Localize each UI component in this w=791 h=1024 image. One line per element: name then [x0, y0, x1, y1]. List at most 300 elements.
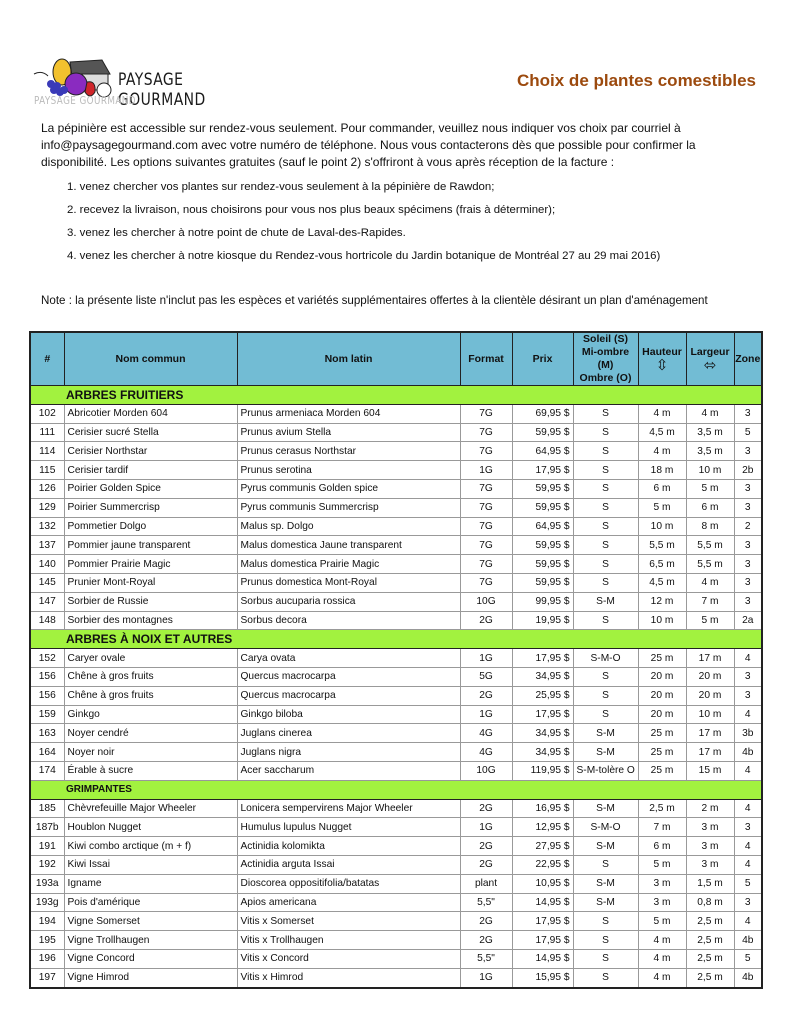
cell-latin-name: Prunus avium Stella: [237, 423, 460, 442]
cell-price: 22,95 $: [512, 855, 573, 874]
cell-number: 115: [30, 461, 64, 480]
cell-exposure: S: [573, 442, 638, 461]
cell-height: 10 m: [638, 611, 686, 630]
cell-format: plant: [460, 874, 512, 893]
cell-number: 111: [30, 423, 64, 442]
cell-exposure: S: [573, 667, 638, 686]
cell-zone: 3: [734, 592, 762, 611]
table-row: [30, 442, 762, 461]
cell-format: 5,5": [460, 949, 512, 968]
cell-price: 59,95 $: [512, 479, 573, 498]
cell-latin-name: Humulus lupulus Nugget: [237, 818, 460, 837]
cell-width: 8 m: [686, 517, 734, 536]
cell-number: 145: [30, 573, 64, 592]
cell-common-name: Igname: [64, 874, 237, 893]
cell-zone: 2b: [734, 461, 762, 480]
table-row: [30, 555, 762, 574]
cell-zone: 3: [734, 555, 762, 574]
col-header-zone: Zone: [734, 332, 762, 386]
cell-width: 2,5 m: [686, 949, 734, 968]
cell-number: 114: [30, 442, 64, 461]
cell-number: 164: [30, 743, 64, 762]
cell-exposure: S-M-tolère O: [573, 761, 638, 780]
cell-common-name: Caryer ovale: [64, 649, 237, 668]
cell-price: 59,95 $: [512, 555, 573, 574]
cell-exposure: S-M: [573, 799, 638, 818]
table-row: [30, 799, 762, 818]
width-label: Largeur: [690, 346, 730, 358]
col-header-height: [638, 332, 686, 386]
cell-height: 5,5 m: [638, 536, 686, 555]
cell-format: 4G: [460, 743, 512, 762]
cell-width: 17 m: [686, 724, 734, 743]
cell-height: 6,5 m: [638, 555, 686, 574]
cell-format: 2G: [460, 799, 512, 818]
note-text: Note : la présente liste n'inclut pas les espèces et variétés supplémentaires offertes à la clientèle désirant un plan d'aménagement: [41, 294, 708, 307]
cell-format: 2G: [460, 912, 512, 931]
table-row: [30, 761, 762, 780]
cell-common-name: Vigne Trollhaugen: [64, 931, 237, 950]
cell-zone: 3: [734, 479, 762, 498]
col-header-format: Format: [460, 332, 512, 386]
cell-common-name: Vigne Himrod: [64, 968, 237, 987]
cell-height: 3 m: [638, 893, 686, 912]
cell-zone: 4: [734, 705, 762, 724]
table-row: [30, 611, 762, 630]
cell-latin-name: Carya ovata: [237, 649, 460, 668]
cell-zone: 3: [734, 536, 762, 555]
cell-height: 25 m: [638, 649, 686, 668]
option-item: 4. venez les chercher à notre kiosque du Rendez-vous hortricole du Jardin botanique de Montréal 27 au 29 mai 2016): [67, 250, 661, 262]
logo: [32, 52, 262, 114]
cell-latin-name: Actinidia arguta Issai: [237, 855, 460, 874]
cell-latin-name: Pyrus communis Golden spice: [237, 479, 460, 498]
cell-width: 7 m: [686, 592, 734, 611]
cell-width: 2,5 m: [686, 912, 734, 931]
cell-common-name: Abricotier Morden 604: [64, 404, 237, 423]
cell-exposure: S-M: [573, 743, 638, 762]
cell-width: 4 m: [686, 573, 734, 592]
cell-height: 20 m: [638, 667, 686, 686]
cell-format: 1G: [460, 818, 512, 837]
cell-format: 1G: [460, 968, 512, 987]
logo-subtext: PAYSAGE GOURMAND: [34, 94, 136, 107]
cell-latin-name: Prunus serotina: [237, 461, 460, 480]
cell-price: 119,95 $: [512, 761, 573, 780]
cell-number: 156: [30, 667, 64, 686]
cell-format: 7G: [460, 498, 512, 517]
table-row: [30, 404, 762, 423]
cell-latin-name: Ginkgo biloba: [237, 705, 460, 724]
cell-exposure: S: [573, 573, 638, 592]
table-header-row: [30, 332, 762, 386]
cell-height: 4 m: [638, 442, 686, 461]
cell-width: 20 m: [686, 667, 734, 686]
cell-format: 7G: [460, 404, 512, 423]
cell-format: 10G: [460, 592, 512, 611]
cell-exposure: S: [573, 536, 638, 555]
cell-exposure: S-M: [573, 874, 638, 893]
cell-width: 17 m: [686, 743, 734, 762]
cell-format: 2G: [460, 855, 512, 874]
cell-height: 5 m: [638, 912, 686, 931]
cell-format: 2G: [460, 931, 512, 950]
cell-common-name: Cerisier Northstar: [64, 442, 237, 461]
cell-latin-name: Juglans nigra: [237, 743, 460, 762]
cell-price: 14,95 $: [512, 949, 573, 968]
cell-price: 17,95 $: [512, 931, 573, 950]
cell-common-name: Sorbier des montagnes: [64, 611, 237, 630]
table-row: [30, 498, 762, 517]
cell-format: 7G: [460, 555, 512, 574]
height-label: Hauteur: [642, 346, 682, 358]
cell-exposure: S: [573, 517, 638, 536]
cell-format: 10G: [460, 761, 512, 780]
cell-width: 20 m: [686, 686, 734, 705]
cell-height: 25 m: [638, 743, 686, 762]
cell-number: 194: [30, 912, 64, 931]
cell-format: 1G: [460, 649, 512, 668]
cell-format: 7G: [460, 517, 512, 536]
cell-width: 10 m: [686, 705, 734, 724]
cell-height: 4 m: [638, 931, 686, 950]
section-header-row: [30, 630, 762, 649]
cell-number: 174: [30, 761, 64, 780]
exposure-partial-label: Mi-ombre (M): [581, 346, 630, 371]
option-item: 1. venez chercher vos plantes sur rendez-vous seulement à la pépinière de Rawdon;: [67, 181, 495, 193]
cell-latin-name: Lonicera sempervirens Major Wheeler: [237, 799, 460, 818]
cell-common-name: Noyer cendré: [64, 724, 237, 743]
cell-latin-name: Acer saccharum: [237, 761, 460, 780]
cell-price: 59,95 $: [512, 573, 573, 592]
cell-height: 20 m: [638, 705, 686, 724]
cell-price: 15,95 $: [512, 968, 573, 987]
table-row: [30, 705, 762, 724]
cell-height: 12 m: [638, 592, 686, 611]
table-row: [30, 517, 762, 536]
cell-height: 10 m: [638, 517, 686, 536]
cell-width: 6 m: [686, 498, 734, 517]
cell-number: 197: [30, 968, 64, 987]
cell-format: 2G: [460, 837, 512, 856]
cell-number: 156: [30, 686, 64, 705]
cell-latin-name: Juglans cinerea: [237, 724, 460, 743]
cell-common-name: Poirier Golden Spice: [64, 479, 237, 498]
table-row: [30, 573, 762, 592]
cell-width: 17 m: [686, 649, 734, 668]
cell-latin-name: Malus domestica Jaune transparent: [237, 536, 460, 555]
cell-number: 191: [30, 837, 64, 856]
cell-width: 2,5 m: [686, 931, 734, 950]
cell-format: 5,5": [460, 893, 512, 912]
cell-height: 25 m: [638, 761, 686, 780]
cell-width: 3,5 m: [686, 442, 734, 461]
cell-format: 7G: [460, 536, 512, 555]
cell-common-name: Houblon Nugget: [64, 818, 237, 837]
cell-zone: 5: [734, 949, 762, 968]
section-title: GRIMPANTES: [30, 780, 762, 799]
table-row: [30, 667, 762, 686]
logo-text: PAYSAGE GOURMAND: [118, 70, 206, 110]
cell-price: 12,95 $: [512, 818, 573, 837]
cell-latin-name: Prunus domestica Mont-Royal: [237, 573, 460, 592]
cell-latin-name: Quercus macrocarpa: [237, 667, 460, 686]
cell-price: 27,95 $: [512, 837, 573, 856]
col-header-price: Prix: [512, 332, 573, 386]
table-row: [30, 686, 762, 705]
cell-width: 3 m: [686, 837, 734, 856]
cell-exposure: S: [573, 912, 638, 931]
cell-price: 69,95 $: [512, 404, 573, 423]
cell-latin-name: Vitis x Himrod: [237, 968, 460, 987]
cell-common-name: Cerisier sucré Stella: [64, 423, 237, 442]
cell-latin-name: Apios americana: [237, 893, 460, 912]
cell-number: 195: [30, 931, 64, 950]
cell-format: 1G: [460, 461, 512, 480]
table-row: [30, 893, 762, 912]
cell-width: 3 m: [686, 855, 734, 874]
cell-width: 15 m: [686, 761, 734, 780]
cell-height: 4 m: [638, 949, 686, 968]
section-header-row: [30, 386, 762, 405]
cell-exposure: S-M-O: [573, 818, 638, 837]
cell-format: 2G: [460, 686, 512, 705]
cell-width: 10 m: [686, 461, 734, 480]
cell-height: 5 m: [638, 855, 686, 874]
cell-exposure: S-M: [573, 592, 638, 611]
cell-price: 16,95 $: [512, 799, 573, 818]
cell-number: 140: [30, 555, 64, 574]
cell-common-name: Pois d'amérique: [64, 893, 237, 912]
cell-price: 59,95 $: [512, 423, 573, 442]
intro-paragraph: La pépinière est accessible sur rendez-vous seulement. Pour commander, veuillez nous indiquer vos choix par courriel à info@paysagegourmand.com avec votre numéro de téléphone. Nous vous contacterons dès que possible pour confirmer la disponibilité. Les options suivantes gratuites (sauf le point 2) s'offriront à vous après réception de la facture :: [41, 121, 696, 169]
cell-common-name: Kiwi Issai: [64, 855, 237, 874]
cell-width: 0,8 m: [686, 893, 734, 912]
cell-latin-name: Prunus armeniaca Morden 604: [237, 404, 460, 423]
table-row: [30, 649, 762, 668]
cell-common-name: Érable à sucre: [64, 761, 237, 780]
cell-format: 5G: [460, 667, 512, 686]
cell-exposure: S: [573, 705, 638, 724]
cell-height: 4,5 m: [638, 573, 686, 592]
cell-price: 64,95 $: [512, 517, 573, 536]
cell-number: 137: [30, 536, 64, 555]
cell-height: 4,5 m: [638, 423, 686, 442]
cell-zone: 4: [734, 649, 762, 668]
cell-exposure: S: [573, 931, 638, 950]
table-row: [30, 931, 762, 950]
cell-common-name: Vigne Concord: [64, 949, 237, 968]
cell-price: 34,95 $: [512, 724, 573, 743]
cell-common-name: Poirier Summercrisp: [64, 498, 237, 517]
cell-exposure: S: [573, 555, 638, 574]
table-row: [30, 949, 762, 968]
section-title: ARBRES À NOIX ET AUTRES: [30, 630, 762, 649]
cell-latin-name: Prunus cerasus Northstar: [237, 442, 460, 461]
cell-exposure: S-M: [573, 893, 638, 912]
cell-common-name: Sorbier de Russie: [64, 592, 237, 611]
cell-format: 4G: [460, 724, 512, 743]
col-header-exposure: [573, 332, 638, 386]
cell-exposure: S-M: [573, 724, 638, 743]
cell-exposure: S: [573, 949, 638, 968]
cell-latin-name: Quercus macrocarpa: [237, 686, 460, 705]
cell-zone: 4: [734, 855, 762, 874]
cell-number: 148: [30, 611, 64, 630]
cell-width: 5 m: [686, 479, 734, 498]
cell-common-name: Noyer noir: [64, 743, 237, 762]
cell-number: 192: [30, 855, 64, 874]
cell-common-name: Vigne Somerset: [64, 912, 237, 931]
cell-zone: 2: [734, 517, 762, 536]
cell-number: 102: [30, 404, 64, 423]
cell-zone: 4: [734, 837, 762, 856]
cell-price: 10,95 $: [512, 874, 573, 893]
exposure-shade-label: Ombre (O): [579, 372, 632, 384]
cell-height: 6 m: [638, 837, 686, 856]
cell-zone: 5: [734, 874, 762, 893]
cell-exposure: S: [573, 423, 638, 442]
cell-width: 5 m: [686, 611, 734, 630]
cell-format: 2G: [460, 611, 512, 630]
cell-height: 25 m: [638, 724, 686, 743]
cell-exposure: S: [573, 686, 638, 705]
cell-format: 7G: [460, 479, 512, 498]
cell-height: 18 m: [638, 461, 686, 480]
cell-zone: 4b: [734, 968, 762, 987]
col-header-latin-name: Nom latin: [237, 332, 460, 386]
cell-exposure: S: [573, 461, 638, 480]
table-row: [30, 874, 762, 893]
cell-number: 129: [30, 498, 64, 517]
cell-zone: 3b: [734, 724, 762, 743]
cell-number: 132: [30, 517, 64, 536]
col-header-width: [686, 332, 734, 386]
cell-zone: 3: [734, 893, 762, 912]
cell-format: 7G: [460, 573, 512, 592]
table-row: [30, 423, 762, 442]
table-row: [30, 536, 762, 555]
cell-price: 34,95 $: [512, 743, 573, 762]
cell-number: 193g: [30, 893, 64, 912]
cell-exposure: S: [573, 968, 638, 987]
cell-number: 159: [30, 705, 64, 724]
cell-latin-name: Malus domestica Prairie Magic: [237, 555, 460, 574]
cell-zone: 4b: [734, 931, 762, 950]
cell-exposure: S-M-O: [573, 649, 638, 668]
cell-price: 17,95 $: [512, 912, 573, 931]
cell-price: 17,95 $: [512, 461, 573, 480]
cell-common-name: Ginkgo: [64, 705, 237, 724]
cell-zone: 2a: [734, 611, 762, 630]
cell-exposure: S-M: [573, 837, 638, 856]
cell-price: 34,95 $: [512, 667, 573, 686]
cell-height: 6 m: [638, 479, 686, 498]
horizontal-arrow-icon: ⬄: [703, 357, 717, 374]
cell-height: 20 m: [638, 686, 686, 705]
cell-format: 7G: [460, 442, 512, 461]
cell-price: 17,95 $: [512, 705, 573, 724]
cell-number: 193a: [30, 874, 64, 893]
cell-zone: 3: [734, 818, 762, 837]
cell-width: 3 m: [686, 818, 734, 837]
cell-number: 152: [30, 649, 64, 668]
table-row: [30, 724, 762, 743]
cell-common-name: Cerisier tardif: [64, 461, 237, 480]
cell-height: 4 m: [638, 404, 686, 423]
cell-width: 5,5 m: [686, 555, 734, 574]
cell-price: 19,95 $: [512, 611, 573, 630]
cell-height: 4 m: [638, 968, 686, 987]
cell-common-name: Chêne à gros fruits: [64, 667, 237, 686]
cell-number: 187b: [30, 818, 64, 837]
section-header-row: [30, 780, 762, 799]
table-row: [30, 912, 762, 931]
pickup-options-list: [67, 180, 757, 272]
cell-price: 25,95 $: [512, 686, 573, 705]
cell-latin-name: Actinidia kolomikta: [237, 837, 460, 856]
exposure-sun-label: Soleil (S): [583, 333, 628, 345]
table-row: [30, 968, 762, 987]
option-item: 2. recevez la livraison, nous choisirons pour vous nos plus beaux spécimens (frais à déterminer);: [67, 204, 556, 216]
cell-latin-name: Pyrus communis Summercrisp: [237, 498, 460, 517]
cell-common-name: Prunier Mont-Royal: [64, 573, 237, 592]
table-row: [30, 479, 762, 498]
table-row: [30, 837, 762, 856]
cell-zone: 3: [734, 404, 762, 423]
cell-number: 126: [30, 479, 64, 498]
page-title: Choix de plantes comestibles: [516, 71, 756, 90]
cell-exposure: S: [573, 404, 638, 423]
cell-zone: 4: [734, 799, 762, 818]
cell-width: 5,5 m: [686, 536, 734, 555]
cell-price: 14,95 $: [512, 893, 573, 912]
cell-exposure: S: [573, 855, 638, 874]
cell-number: 185: [30, 799, 64, 818]
col-header-number: #: [30, 332, 64, 386]
cell-format: 7G: [460, 423, 512, 442]
cell-height: 7 m: [638, 818, 686, 837]
cell-latin-name: Dioscorea oppositifolia/batatas: [237, 874, 460, 893]
cell-width: 1,5 m: [686, 874, 734, 893]
cell-price: 17,95 $: [512, 649, 573, 668]
cell-latin-name: Malus sp. Dolgo: [237, 517, 460, 536]
cell-latin-name: Sorbus decora: [237, 611, 460, 630]
cell-width: 4 m: [686, 404, 734, 423]
table-row: [30, 592, 762, 611]
col-header-common-name: Nom commun: [64, 332, 237, 386]
cell-price: 64,95 $: [512, 442, 573, 461]
cell-exposure: S: [573, 479, 638, 498]
cell-height: 2,5 m: [638, 799, 686, 818]
table-row: [30, 855, 762, 874]
plants-table: [29, 331, 763, 989]
cell-zone: 5: [734, 423, 762, 442]
cell-width: 3,5 m: [686, 423, 734, 442]
cell-price: 99,95 $: [512, 592, 573, 611]
cell-latin-name: Vitis x Trollhaugen: [237, 931, 460, 950]
cell-number: 163: [30, 724, 64, 743]
table-row: [30, 461, 762, 480]
option-item: 3. venez les chercher à notre point de chute de Laval-des-Rapides.: [67, 227, 406, 239]
cell-zone: 3: [734, 573, 762, 592]
cell-common-name: Kiwi combo arctique (m + f): [64, 837, 237, 856]
cell-exposure: S: [573, 498, 638, 517]
cell-common-name: Chèvrefeuille Major Wheeler: [64, 799, 237, 818]
cell-latin-name: Vitis x Somerset: [237, 912, 460, 931]
cell-common-name: Pommier jaune transparent: [64, 536, 237, 555]
cell-zone: 4b: [734, 743, 762, 762]
